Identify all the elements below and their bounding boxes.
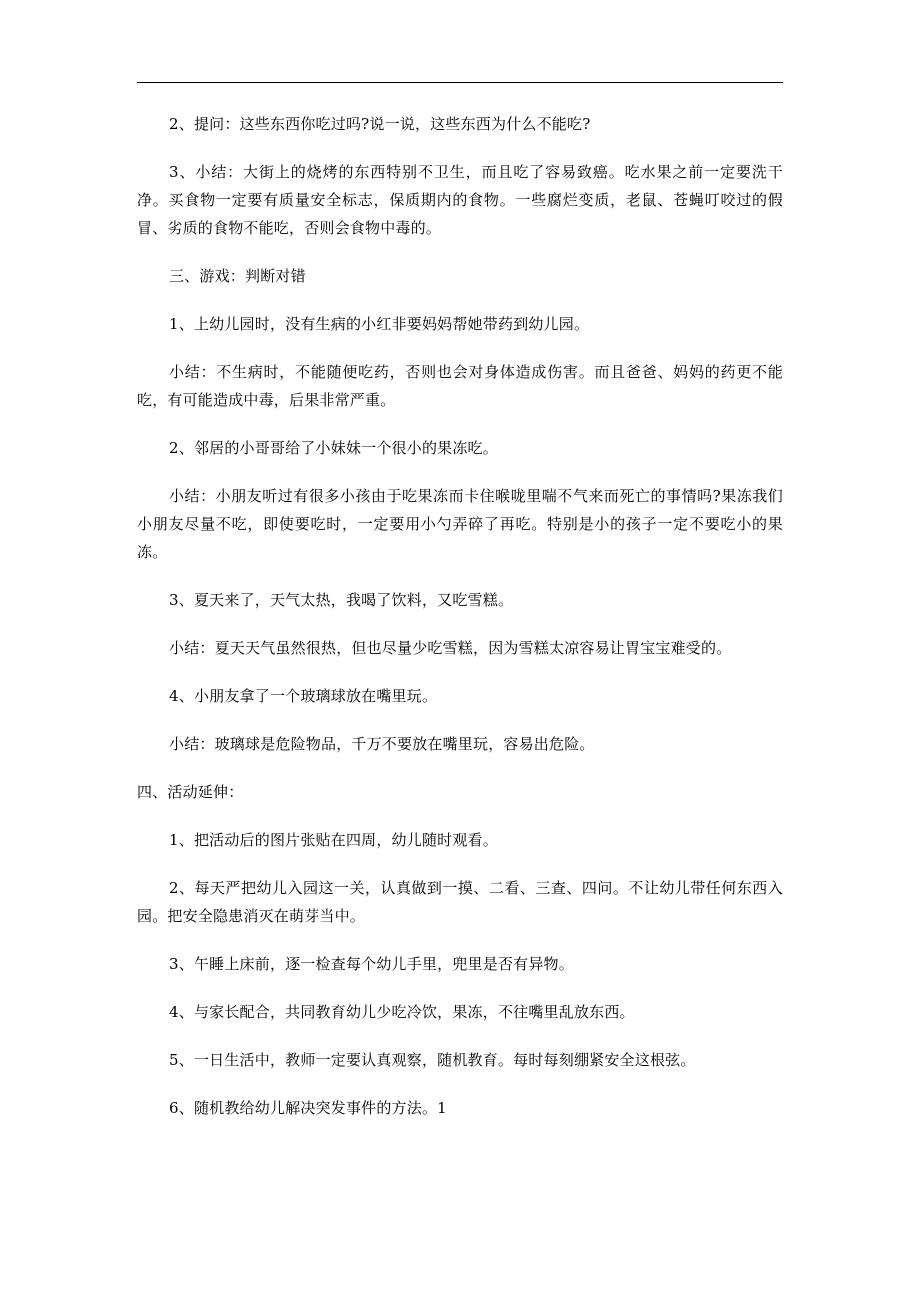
paragraph-extension-2: 2、每天严把幼儿入园这一关，认真做到一摸、二看、三查、四问。不让幼儿带任何东西入园。把安全隐患消灭在萌芽当中。	[137, 879, 783, 925]
paragraph-game-summary-3: 小结：夏天天气虽然很热，但也尽量少吃雪糕，因为雪糕太凉容易让胃宝宝难受的。	[169, 639, 732, 657]
paragraph-game-summary-1: 小结：不生病时，不能随便吃药，否则也会对身体造成伤害。而且爸爸、妈妈的药更不能吃，有可能造成中毒，后果非常严重。	[137, 363, 783, 409]
paragraph-extension-4: 4、与家长配合，共同教育幼儿少吃冷饮，果冻，不往嘴里乱放东西。	[169, 1003, 635, 1021]
paragraph-extension-1: 1、把活动后的图片张贴在四周，幼儿随时观看。	[169, 831, 498, 849]
paragraph-game-summary-4: 小结：玻璃球是危险物品，千万不要放在嘴里玩，容易出危险。	[169, 735, 595, 753]
paragraph-game-item-3: 3、夏天来了，天气太热，我喝了饮料，又吃雪糕。	[169, 591, 514, 609]
paragraph-summary-3: 3、小结：大街上的烧烤的东西特别不卫生，而且吃了容易致癌。吃水果之前一定要洗干净。买食物一定要有质量安全标志，保质期内的食物。一些腐烂变质，老鼠、苍蝇叮咬过的假冒、劣质的食物不能吃，否则会食物中毒的。	[137, 163, 783, 237]
paragraph-game-item-4: 4、小朋友拿了一个玻璃球放在嘴里玩。	[169, 687, 438, 705]
paragraph-game-item-2: 2、邻居的小哥哥给了小妹妹一个很小的果冻吃。	[169, 439, 498, 457]
paragraph-question-2: 2、提问：这些东西你吃过吗?说一说，这些东西为什么不能吃?	[169, 115, 591, 133]
paragraph-extension-6: 6、随机教给幼儿解决突发事件的方法。1	[169, 1099, 447, 1117]
document-body	[137, 110, 783, 1122]
paragraph-extension-5: 5、一日生活中，教师一定要认真观察，随机教育。每时每刻绷紧安全这根弦。	[169, 1051, 696, 1069]
paragraph-game-item-1: 1、上幼儿园时，没有生病的小红非要妈妈帮她带药到幼儿园。	[169, 315, 590, 333]
section-heading-game: 三、游戏：判断对错	[169, 267, 306, 285]
paragraph-game-summary-2: 小结：小朋友听过有很多小孩由于吃果冻而卡住喉咙里喘不气来而死亡的事情吗?果冻我们小朋友尽量不吃，即使要吃时，一定要用小勺弄碎了再吃。特别是小的孩子一定不要吃小的果冻。	[137, 487, 783, 561]
section-heading-extension: 四、活动延伸：	[137, 783, 244, 801]
header-rule	[137, 82, 783, 83]
paragraph-extension-3: 3、午睡上床前，逐一检查每个幼儿手里，兜里是否有异物。	[169, 955, 574, 973]
